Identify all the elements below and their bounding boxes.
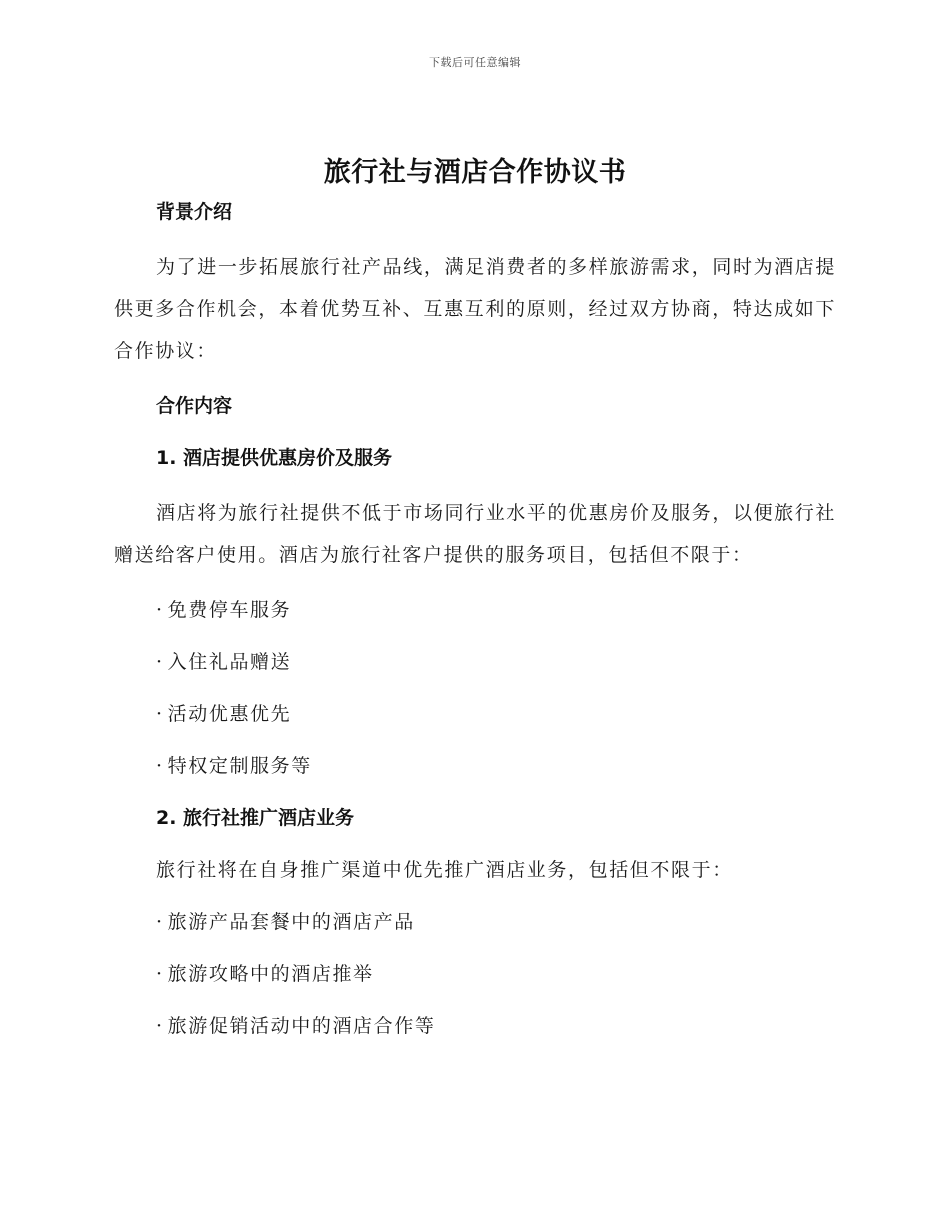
background-heading: 背景介绍: [156, 201, 233, 223]
bullet-icon: ·: [156, 755, 164, 777]
bullet-icon: ·: [156, 599, 164, 621]
cooperation-content-heading: 合作内容: [156, 395, 233, 417]
header-note: 下载后可任意编辑: [429, 56, 521, 69]
item2-paragraph: 旅行社将在自身推广渠道中优先推广酒店业务，包括但不限于：: [156, 859, 733, 881]
item1-list-item: · 入住礼品赠送: [114, 648, 836, 676]
item2-list-item: · 旅游产品套餐中的酒店产品: [114, 908, 836, 936]
item2-list-item: · 旅游促销活动中的酒店合作等: [114, 1012, 836, 1040]
background-paragraph: 为了进一步拓展旅行社产品线，满足消费者的多样旅游需求，同时为酒店提供更多合作机会，本着优势互补、互惠互利的原则，经过双方协商，特达成如下合作协议：: [114, 256, 836, 362]
item1-paragraph: 酒店将为旅行社提供不低于市场同行业水平的优惠房价及服务，以便旅行社赠送给客户使用。酒店为旅行社客户提供的服务项目，包括但不限于：: [114, 502, 836, 566]
item1-list-item: · 活动优惠优先: [114, 700, 836, 728]
item1-heading: 1. 酒店提供优惠房价及服务: [156, 447, 393, 469]
item2-list-item: · 旅游攻略中的酒店推举: [114, 960, 836, 988]
bullet-icon: ·: [156, 963, 164, 985]
document-body: [114, 198, 836, 1040]
item2-heading: 2. 旅行社推广酒店业务: [156, 807, 355, 829]
item1-list-item: · 免费停车服务: [114, 596, 836, 624]
document-title: 旅行社与酒店合作协议书: [323, 157, 627, 188]
bullet-icon: ·: [156, 651, 164, 673]
item1-list-item: · 特权定制服务等: [114, 752, 836, 780]
bullet-icon: ·: [156, 703, 164, 725]
bullet-icon: ·: [156, 911, 164, 933]
bullet-icon: ·: [156, 1015, 164, 1037]
